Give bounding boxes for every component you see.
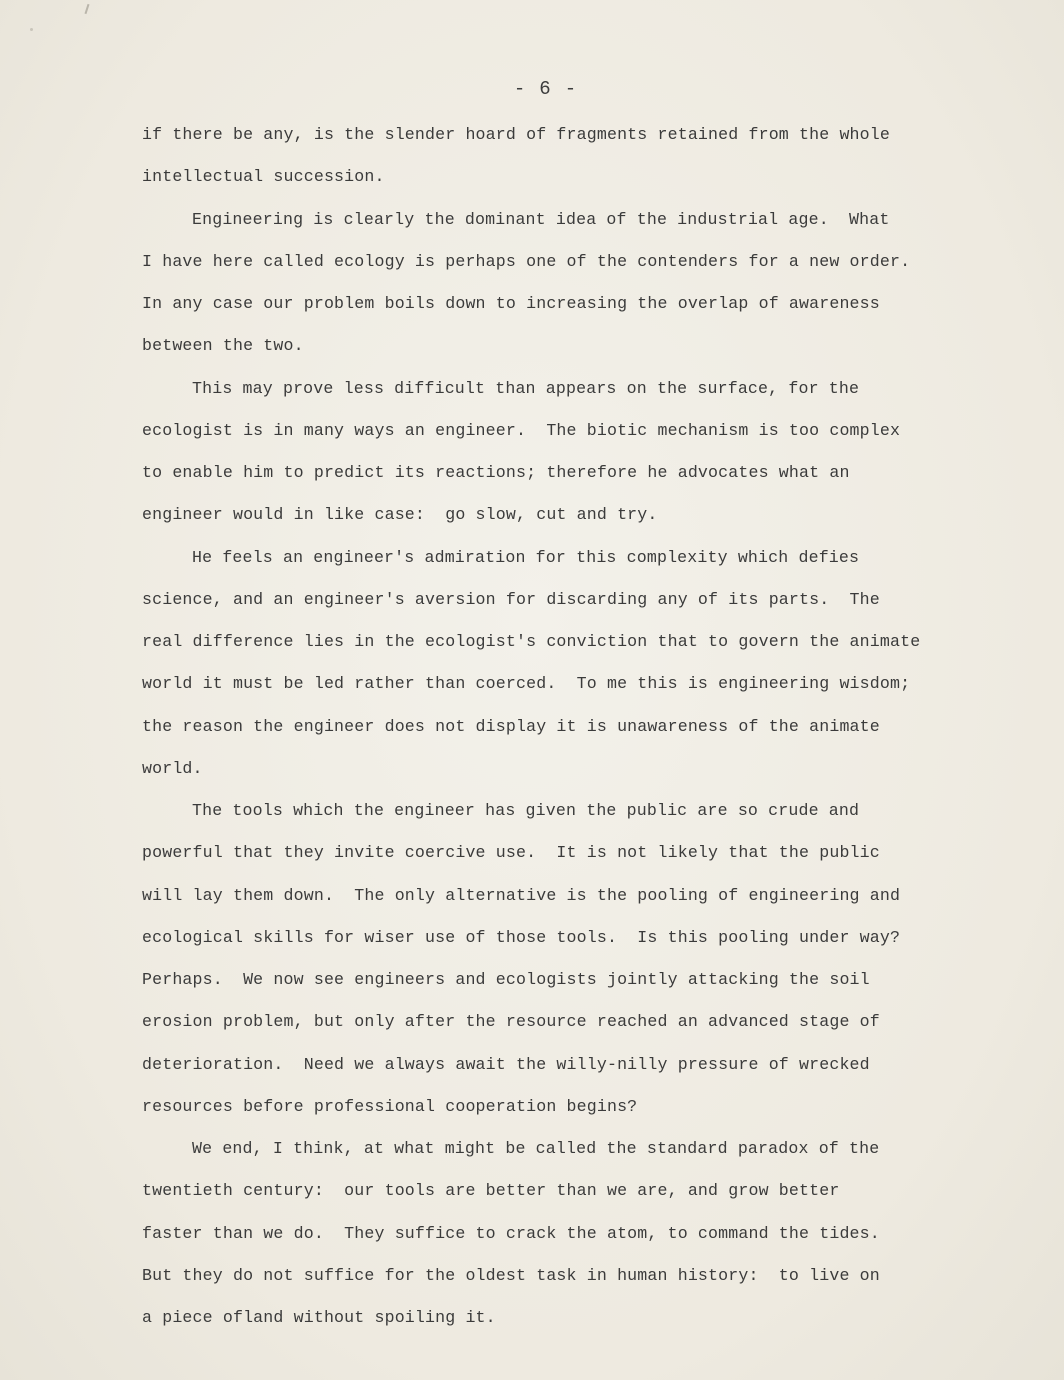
text-line: real difference lies in the ecologist's conviction that to govern the animate [142,632,921,651]
text-line: But they do not suffice for the oldest task in human history: to live on [142,1265,880,1285]
page-number-value: 6 [539,78,553,100]
text-line: engineer would in like case: go slow, cut and try. [142,505,658,525]
text-line: I have here called ecology is perhaps one of the contenders for a new order. [142,251,911,271]
text-line: ecological skills for wiser use of those tools. Is this pooling under way? [142,927,901,947]
page-number-suffix: - [564,78,579,100]
text-line: erosion problem, but only after the resource reached an advanced stage of [142,1012,880,1032]
text-line: science, and an engineer's aversion for discarding any of its parts. The [142,589,880,609]
page-number-prefix: - [513,78,528,100]
text-line: powerful that they invite coercive use. It is not likely that the public [142,843,880,863]
text-line: the reason the engineer does not display it is unawareness of the animate [142,716,880,736]
text-line: Perhaps. We now see engineers and ecologists jointly attacking the soil [142,970,870,989]
text-line: This may prove less difficult than appears on the surface, for the [192,378,860,398]
text-line: He feels an engineer's admiration for this complexity which defies [192,547,860,567]
paper-mark [85,4,90,14]
text-line: deterioration. Need we always await the willy-nilly pressure of wrecked [142,1054,870,1074]
text-line: will lay them down. The only alternative is the pooling of engineering and [142,885,901,905]
text-line: world. [142,758,203,778]
text-line: if there be any, is the slender hoard of fragments retained from the whole [142,125,890,144]
body-text [142,114,972,1339]
text-line: between the two. [142,336,304,356]
text-line: intellectual succession. [142,167,385,187]
text-line: Engineering is clearly the dominant idea of the industrial age. What [192,209,890,229]
text-line: We end, I think, at what might be called the standard paradox of the [192,1139,880,1158]
text-line: a piece ofland without spoiling it. [142,1308,496,1327]
page-number [14,78,1064,100]
text-line: to enable him to predict its reactions; therefore he advocates what an [142,463,850,482]
text-line: world it must be led rather than coerced. To me this is engineering wisdom; [142,674,911,694]
text-line: In any case our problem boils down to increasing the overlap of awareness [142,294,880,313]
paper-speck [30,28,33,31]
text-line: ecologist is in many ways an engineer. The biotic mechanism is too complex [142,420,901,440]
text-line: resources before professional cooperation begins? [142,1096,638,1116]
text-line: twentieth century: our tools are better than we are, and grow better [142,1181,840,1201]
text-line: faster than we do. They suffice to crack the atom, to command the tides. [142,1223,880,1243]
text-line: The tools which the engineer has given the public are so crude and [192,801,860,820]
